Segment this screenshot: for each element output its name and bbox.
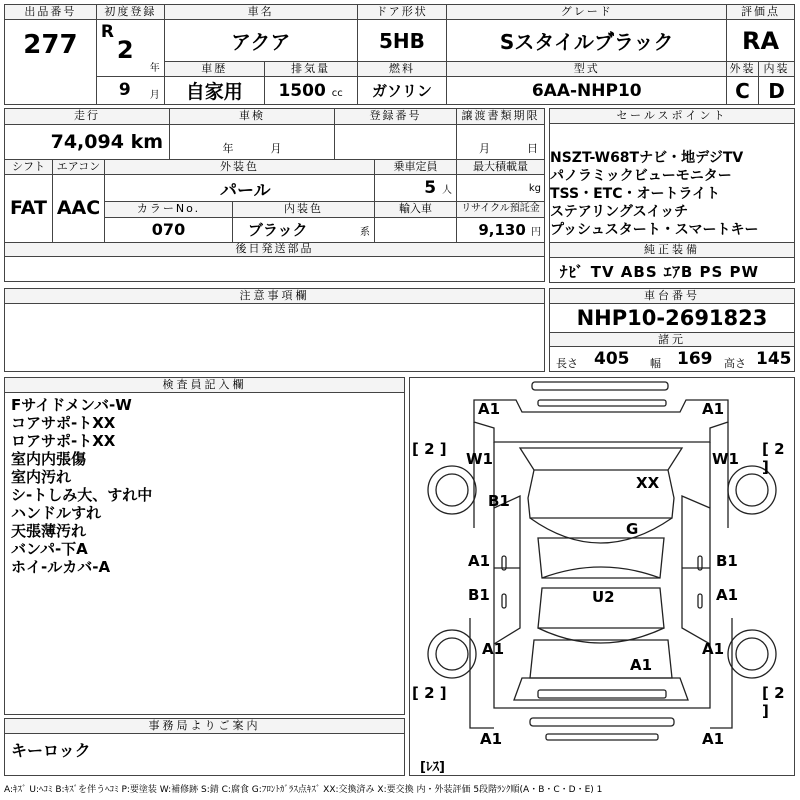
load-unit: kg [457, 175, 545, 202]
damage-mark: A1 [630, 656, 653, 674]
insp-year-unit: 年 [222, 141, 234, 155]
header-table [4, 4, 795, 105]
inspection-date [170, 124, 335, 159]
import-label: 輸入車 [375, 202, 457, 218]
damage-mark: W1 [712, 450, 739, 468]
sales-lines [550, 149, 758, 239]
reg-year: 2 [116, 36, 134, 64]
capacity [375, 175, 457, 202]
score: RA [727, 20, 795, 62]
grade-label: グレード [447, 5, 727, 20]
int-label: 内装 [759, 62, 795, 77]
grade: Sスタイルブ゙ラック [447, 20, 727, 62]
displacement [264, 77, 357, 105]
equip-title: 純正装備 [550, 242, 794, 258]
damage-mark: [ 2 ] [762, 440, 785, 476]
car-name: アクア [164, 20, 357, 62]
width-label: 幅 [650, 357, 661, 370]
interior-color-label: 内装色 [233, 202, 375, 218]
length-label: 長さ [556, 357, 578, 370]
sales-points [549, 108, 795, 283]
ext-label: 外装 [727, 62, 759, 77]
recycle-unit: 円 [531, 226, 541, 238]
sales-title: セールスポイント [550, 109, 794, 124]
model-label: 型式 [447, 62, 727, 77]
interior-color [233, 217, 375, 242]
office-text: キーロック [11, 741, 91, 760]
sales-line: TSS・ETC・オートライト [550, 186, 721, 202]
damage-mark: W1 [466, 450, 493, 468]
office-panel [4, 718, 405, 776]
door-type: 5HB [357, 20, 447, 62]
capacity-label: 乗車定員 [375, 159, 457, 175]
later-parts [5, 257, 545, 282]
sales-line: NSZT-W68Tナビ・地デジTV [550, 150, 744, 166]
color-label: 外装色 [105, 159, 375, 175]
inspector-line: シ-トしみ大、すれ中 [11, 486, 153, 504]
shift-label: シフト [5, 159, 53, 175]
inspection-label: 車検 [170, 109, 335, 125]
damage-mark: G [626, 520, 639, 538]
damage-mark: A1 [482, 640, 505, 658]
load-label: 最大積載量 [457, 159, 545, 175]
door-label: ドア形状 [357, 5, 447, 20]
lot-number: 277 [5, 20, 97, 105]
mileage-unit: km [130, 130, 163, 153]
notes-title: 注意事項欄 [5, 289, 544, 304]
damage-mark: B1 [468, 586, 490, 604]
damage-mark: [ 2 ] [412, 684, 447, 702]
mileage-value: 74,094 [50, 130, 124, 153]
reg-month: 9 [118, 80, 131, 100]
damage-mark: B1 [716, 552, 738, 570]
car-diagram [409, 377, 795, 776]
first-reg-month [96, 77, 164, 105]
shift: FAT [5, 175, 53, 242]
first-reg-year [96, 20, 164, 77]
damage-mark: [ 2 ] [412, 440, 447, 458]
equipment: ﾅﾋﾞ TV ABS ｴｱB PS PW [560, 263, 760, 281]
sales-line: ステアリングスイッチ [550, 204, 689, 220]
notes-panel [4, 288, 545, 372]
car-outline-svg [410, 378, 794, 775]
damage-mark: [ﾚｽ] [420, 760, 445, 775]
inspector-line: コアサポ-トXX [11, 414, 116, 432]
import-value [375, 217, 457, 242]
damage-mark: A1 [716, 586, 739, 604]
damage-mark: A1 [468, 552, 491, 570]
color-no: 070 [105, 217, 233, 242]
sales-line: プッシュスタート・スマートキー [550, 222, 759, 238]
inspector-line: 天張薄汚れ [11, 522, 87, 540]
reg-number-label: 登録番号 [335, 109, 457, 125]
mileage [5, 124, 170, 159]
inspector-line: バンパ-下A [11, 540, 88, 558]
tr-day-unit: 日 [527, 141, 538, 155]
capacity-unit: 人 [442, 185, 452, 197]
reg-number [335, 124, 457, 159]
ext-score: C [727, 77, 759, 105]
first-reg-label: 初度登録 [96, 5, 164, 20]
inspector-line: 室内内張傷 [11, 450, 87, 468]
damage-mark: A1 [702, 400, 725, 418]
mileage-label: 走行 [5, 109, 170, 125]
damage-mark: A1 [702, 730, 725, 748]
cc-unit: cc [331, 87, 343, 99]
sales-line: パノラミックビューモニター [550, 168, 732, 184]
height-value: 145 [756, 349, 792, 369]
damage-mark: [ 2 ] [762, 684, 785, 720]
later-parts-label: 後日発送部品 [5, 242, 545, 257]
height-label: 高さ [724, 357, 746, 370]
cc-label: 排気量 [264, 62, 357, 77]
recycle-label: リサイクル預託金 [457, 202, 545, 218]
fuel: ガソリン [357, 77, 447, 105]
legend: A:ｷｽﾞ U:ﾍｺﾐ B:ｷｽﾞを伴うﾍｺﾐ P:要塗装 W:補修跡 S:錆 C:腐食 G:ﾌﾛﾝﾄｶﾞﾗｽ点ｷｽﾞ XX:交換済み X:要交換 内・外装評価 5段階ﾗﾝｸ順(A・B・C・D・E) 1 [4, 785, 603, 795]
insp-month-unit: 月 [270, 141, 282, 155]
length-value: 405 [594, 349, 630, 369]
office-title: 事務局よりご案内 [5, 719, 404, 734]
chassis-panel [549, 288, 795, 372]
damage-mark: B1 [488, 492, 510, 510]
spec-title: 諸元 [550, 333, 794, 347]
history-label: 車歴 [164, 62, 264, 77]
damage-mark: A1 [480, 730, 503, 748]
history: 自家用 [164, 77, 264, 105]
fuel-label: 燃料 [357, 62, 447, 77]
ac-label: エアコン [53, 159, 105, 175]
model: 6AA-NHP10 [447, 77, 727, 105]
score-label: 評価点 [727, 5, 795, 20]
width-value: 169 [677, 349, 713, 369]
inspector-panel [4, 377, 405, 715]
damage-mark: A1 [478, 400, 501, 418]
detail-table [4, 108, 545, 282]
inspector-line: 室内汚れ [11, 468, 72, 486]
cc-value: 1500 [278, 80, 326, 101]
tr-month-unit: 月 [479, 141, 490, 155]
era: R [100, 22, 114, 42]
month-unit: 月 [149, 90, 160, 101]
interior-color-unit: 系 [360, 227, 370, 239]
inspector-line: Fサイドメンバ-W [11, 396, 132, 414]
capacity-value: 5 [424, 178, 437, 199]
chassis-title: 車台番号 [550, 289, 794, 304]
inspector-lines [5, 393, 404, 580]
recycle-value: 9,130 [478, 220, 526, 239]
body-color: パール [105, 175, 375, 202]
chassis-number: NHP10-2691823 [550, 304, 794, 333]
interior-color-value: ブラック [247, 221, 308, 240]
ac: AAC [53, 175, 105, 242]
inspector-line: ロアサポ-トXX [11, 432, 116, 450]
damage-mark: XX [636, 474, 660, 492]
name-label: 車名 [164, 5, 357, 20]
transfer-date [457, 124, 545, 159]
year-unit: 年 [149, 63, 160, 74]
recycle [457, 217, 545, 242]
inspector-line: ホイ-ルカバ-A [11, 558, 111, 576]
inspector-line: ハンドルすれ [11, 504, 102, 522]
color-no-label: カラーNo. [105, 202, 233, 218]
lot-label: 出品番号 [5, 5, 97, 20]
dimensions [550, 347, 794, 373]
inspector-title: 検査員記入欄 [5, 378, 404, 393]
int-score: D [759, 77, 795, 105]
damage-mark: A1 [702, 640, 725, 658]
damage-mark: U2 [592, 588, 615, 606]
transfer-label: 譲渡書類期限 [457, 109, 545, 125]
